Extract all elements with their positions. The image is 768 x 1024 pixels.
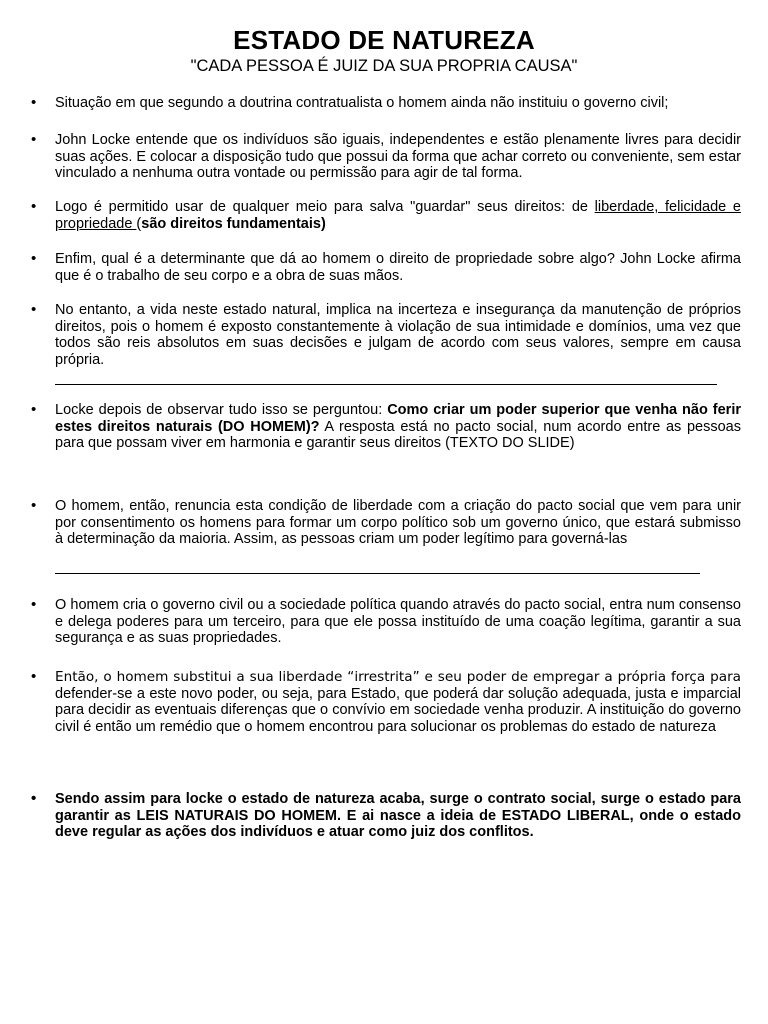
bullet-text: (: [136, 215, 142, 232]
bullet-item: [55, 95, 741, 112]
bold-conclusion-text: Sendo assim para locke o estado de natureza acaba, surge o contrato social, surge o estado para garantir as LEIS NATURAIS DO HOMEM. E ai nasce a ideia de ESTADO LIBERAL, onde o estado deve regular as ações dos indivíduos e atuar como juiz dos conflitos.: [55, 791, 741, 841]
bullet-item: [55, 498, 741, 548]
bullet-item: [55, 199, 741, 232]
horizontal-rule: [55, 573, 700, 574]
bullet-text: A resposta está no pacto social, num acordo entre as pessoas para que possam viver em harmonia e garantir seus direitos (TEXTO DO SLIDE): [55, 418, 741, 452]
bullet-item: [55, 669, 741, 735]
bullet-text: Locke depois de observar tudo isso se perguntou:: [55, 402, 388, 418]
bullet-text: No entanto, a vida neste estado natural, implica na incerteza e insegurança da manutenção de próprios direitos, pois o homem é exposto constantemente à violação de sua intimidade e domínios, uma vez que todos são reis absolutos em suas decisões e julgam de acordo com seus valores, sempre em causa própria.: [55, 302, 741, 368]
bullet-item: [55, 132, 741, 182]
bold-text: são direitos fundamentais): [141, 215, 326, 232]
bullet-item: [55, 302, 741, 368]
bullet-text: John Locke entende que os indivíduos são iguais, independentes e estão plenamente livres para decidir suas ações. E colocar a disposição tudo que possui da forma que achar correto ou conveniente, sem estar vinculado a nenhuma outra vontade ou permissão para agir de tal forma.: [55, 132, 741, 182]
bullet-item: [55, 597, 741, 647]
bullet-text: Enfim, qual é a determinante que dá ao homem o direito de propriedade sobre algo? John Locke afirma que é o trabalho de seu corpo e a obra de suas mãos.: [55, 251, 741, 284]
bullet-text: O homem, então, renuncia esta condição de liberdade com a criação do pacto social que vem para unir por consentimento os homens para formar um corpo político sob um governo único, que estará submisso à determinação da maioria. Assim, as pessoas criam um poder legítimo para governá-las: [55, 498, 741, 548]
bullet-text-alt-font: Então, o homem substitui a sua liberdade “irrestrita” e seu poder de empregar a própria força para: [55, 669, 741, 685]
bullet-item: [55, 251, 741, 284]
bullet-text: Logo é permitido usar de qualquer meio para salva "guardar" seus direitos: de: [55, 199, 595, 215]
document-subtitle: "CADA PESSOA É JUIZ DA SUA PROPRIA CAUSA": [190, 57, 578, 75]
document-title: ESTADO DE NATUREZA: [233, 25, 535, 55]
horizontal-rule: [55, 384, 717, 385]
underlined-rights-text: liberdade, felicidade e propriedade: [55, 199, 741, 232]
bullet-text: defender-se a este novo poder, ou seja, para Estado, que poderá dar solução adequada, justa e imparcial para decidir as eventuais diferenças que o convívio em sociedade venha produzir. A instituição do governo civil é então um remédio que o homem encontrou para solucionar os problemas do estado de natureza: [55, 685, 741, 735]
bullet-item: [55, 791, 741, 841]
bullet-text: O homem cria o governo civil ou a sociedade política quando através do pacto social, entra num consenso e delega poderes para um terceiro, para que ele possa instituído de uma coação legítima, garantir a sua segurança e as suas propriedades.: [55, 597, 741, 647]
bullet-text: Situação em que segundo a doutrina contratualista o homem ainda não instituiu o governo civil;: [55, 95, 669, 111]
bold-question-text: Como criar um poder superior que venha não ferir estes direitos naturais (DO HOMEM)?: [55, 402, 741, 435]
bullet-item: [55, 402, 741, 452]
